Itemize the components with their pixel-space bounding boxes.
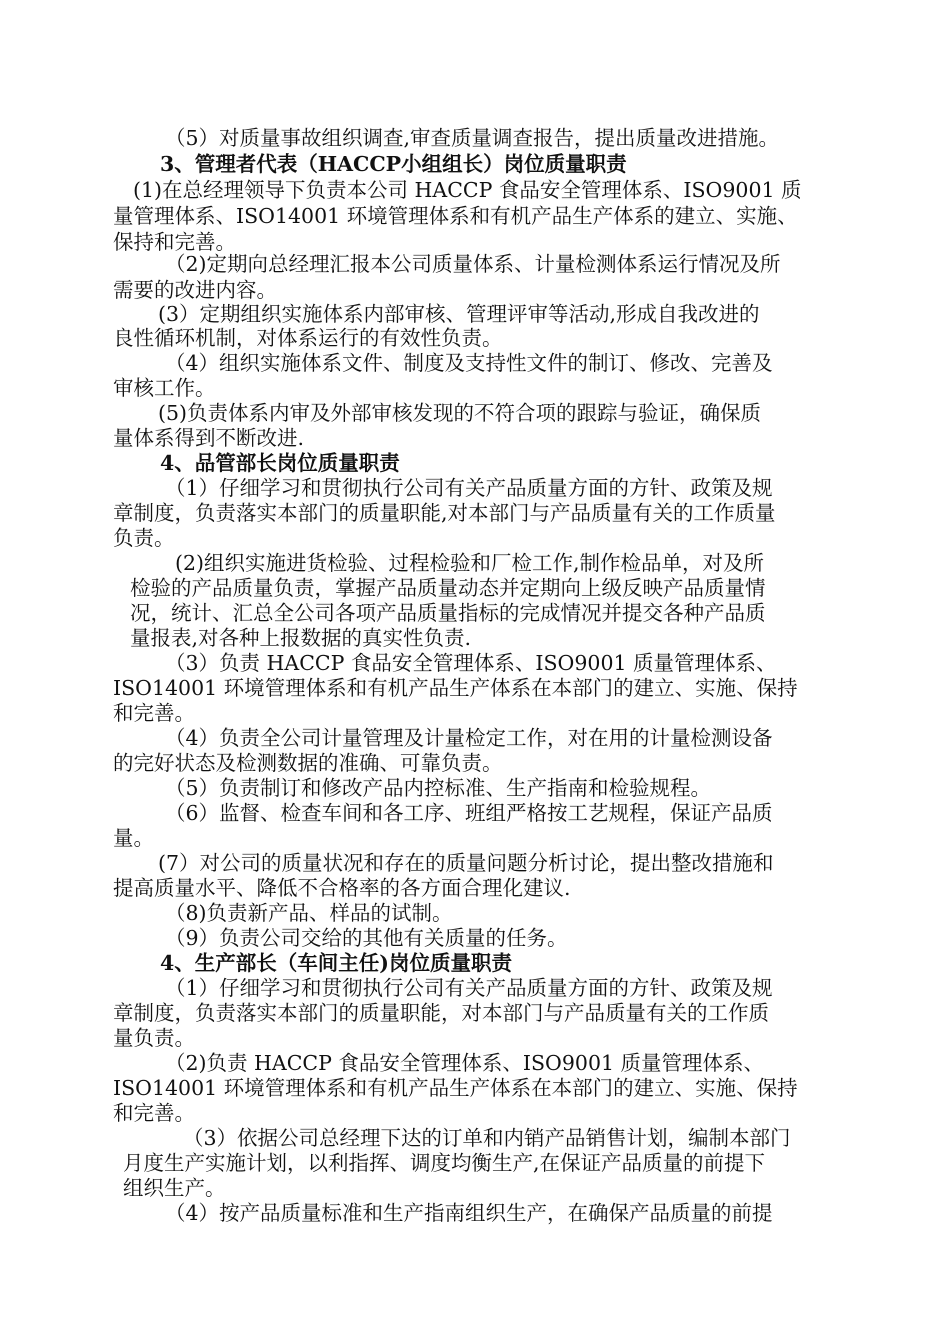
- text-line: （1）仔细学习和贯彻执行公司有关产品质量方面的方针、政策及规: [165, 976, 773, 1000]
- text-line: （2)负责 HACCP 食品安全管理体系、ISO9001 质量管理体系、: [165, 1051, 765, 1075]
- section-heading: 4、生产部长（车间主任)岗位质量职责: [160, 951, 512, 975]
- text-line: 审核工作。: [113, 376, 216, 400]
- text-line: （6）监督、检查车间和各工序、班组严格按工艺规程，保证产品质: [165, 801, 773, 825]
- text-line: 需要的改进内容。: [113, 278, 277, 302]
- text-line: 月度生产实施计划，以利指挥、调度均衡生产,在保证产品质量的前提下: [123, 1151, 766, 1175]
- text-line: (5)负责体系内审及外部审核发现的不符合项的跟踪与验证，确保质: [158, 401, 762, 425]
- text-line: 况，统计、汇总全公司各项产品质量指标的完成情况并提交各种产品质: [130, 601, 766, 625]
- text-line: 章制度，负责落实本部门的质量职能，对本部门与产品质量有关的工作质: [113, 1001, 769, 1025]
- text-line: 和完善。: [113, 1101, 195, 1125]
- text-line: （1）仔细学习和贯彻执行公司有关产品质量方面的方针、政策及规: [165, 476, 773, 500]
- text-line: （5）负责制订和修改产品内控标准、生产指南和检验规程。: [165, 776, 712, 800]
- text-line: 负责。: [113, 526, 175, 550]
- text-line: 检验的产品质量负责，掌握产品质量动态并定期向上级反映产品质量情: [130, 576, 766, 600]
- text-line: (2)组织实施进货检验、过程检验和厂检工作,制作检品单，对及所: [175, 551, 765, 575]
- section-heading: 3、管理者代表（HACCP小组组长）岗位质量职责: [160, 152, 627, 176]
- text-line: 良性循环机制，对体系运行的有效性负责。: [113, 326, 503, 350]
- text-line: （3）依据公司总经理下达的订单和内销产品销售计划，编制本部门: [183, 1126, 791, 1150]
- text-line: 量负责。: [113, 1026, 195, 1050]
- text-line: 量管理体系、ISO14001 环境管理体系和有机产品生产体系的建立、实施、: [113, 204, 798, 228]
- text-line: 的完好状态及检测数据的准确、可靠负责。: [113, 751, 503, 775]
- text-line: （4）按产品质量标准和生产指南组织生产，在确保产品质量的前提: [165, 1201, 773, 1225]
- text-line: 和完善。: [113, 701, 195, 725]
- text-line: （3）负责 HACCP 食品安全管理体系、ISO9001 质量管理体系、: [165, 651, 777, 675]
- text-line: 量报表,对各种上报数据的真实性负责.: [130, 626, 472, 650]
- text-line: （9）负责公司交给的其他有关质量的任务。: [165, 926, 568, 950]
- text-line: 组织生产。: [123, 1176, 226, 1200]
- section-heading: 4、品管部长岗位质量职责: [160, 451, 400, 475]
- text-line: (1)在总经理领导下负责本公司 HACCP 食品安全管理体系、ISO9001 质: [133, 178, 802, 202]
- text-line: 量。: [113, 826, 154, 850]
- text-line: 保持和完善。: [113, 230, 236, 254]
- text-line: 量体系得到不断改进.: [113, 426, 305, 450]
- text-line: ISO14001 环境管理体系和有机产品生产体系在本部门的建立、实施、保持: [113, 1076, 798, 1100]
- text-line: （4）负责全公司计量管理及计量检定工作，对在用的计量检测设备: [165, 726, 773, 750]
- text-line: （8)负责新产品、样品的试制。: [165, 901, 453, 925]
- text-line: 提高质量水平、降低不合格率的各方面合理化建议.: [113, 876, 571, 900]
- text-line: (3）定期组织实施体系内部审核、管理评审等活动,形成自我改进的: [158, 302, 760, 326]
- text-line: （2)定期向总经理汇报本公司质量体系、计量检测体系运行情况及所: [165, 252, 781, 276]
- text-line: (7）对公司的质量状况和存在的质量问题分析讨论，提出整改措施和: [158, 851, 774, 875]
- text-line: ISO14001 环境管理体系和有机产品生产体系在本部门的建立、实施、保持: [113, 676, 798, 700]
- text-line: 章制度，负责落实本部门的质量职能,对本部门与产品质量有关的工作质量: [113, 501, 776, 525]
- text-line: （5）对质量事故组织调查,审查质量调查报告，提出质量改进措施。: [165, 126, 780, 150]
- text-line: （4）组织实施体系文件、制度及支持性文件的制订、修改、完善及: [165, 351, 773, 375]
